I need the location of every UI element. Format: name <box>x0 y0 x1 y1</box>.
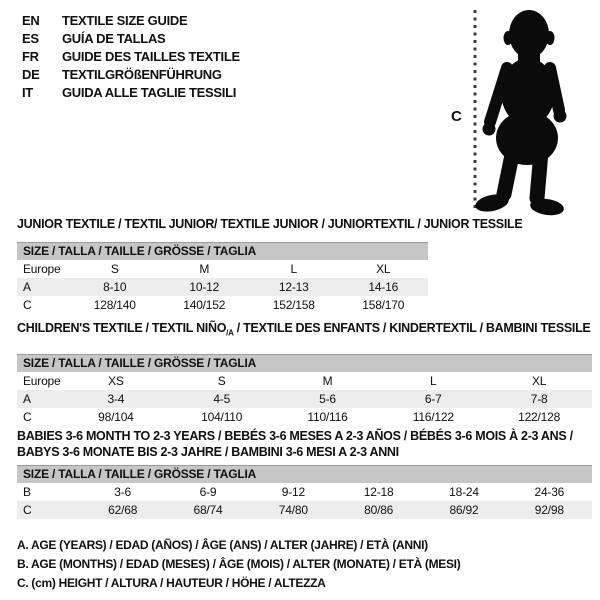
language-title: GUIDA ALLE TAGLIE TESSILI <box>62 85 237 100</box>
size-header-bar: SIZE / TALLA / TAILLE / GRÖSSE / TAGLIA <box>17 242 428 260</box>
table-cell: XL <box>531 373 547 388</box>
section-childrens-textile <box>17 320 592 426</box>
table-cell: M <box>322 373 333 388</box>
table-cell: XS <box>108 373 124 388</box>
title-text: CHILDREN'S TEXTILE / TEXTIL NIÑO <box>17 321 227 335</box>
table-cell: 86/92 <box>421 501 506 519</box>
row-label: A <box>17 390 63 408</box>
table-cell: L <box>430 373 437 388</box>
table-row <box>17 501 592 519</box>
junior-size-table <box>17 260 428 314</box>
table-cell: 140/152 <box>183 298 226 312</box>
row-label: B <box>23 485 31 499</box>
table-cell: 4-5 <box>169 390 275 408</box>
table-cell: 6-7 <box>380 390 486 408</box>
table-cell: 128/140 <box>93 298 136 312</box>
row-label: Europe <box>23 373 61 388</box>
language-row-it <box>22 84 240 102</box>
table-cell: 14-16 <box>339 278 429 296</box>
table-cell: S <box>217 373 226 388</box>
table-cell: 98/104 <box>98 409 134 424</box>
table-row <box>17 483 592 501</box>
footnotes <box>17 536 460 593</box>
table-cell: 152/158 <box>272 298 315 312</box>
language-list <box>22 12 240 102</box>
children-size-table <box>17 372 592 426</box>
table-cell: 158/170 <box>362 298 405 312</box>
language-code: DE <box>22 67 40 82</box>
table-row <box>17 260 428 278</box>
table-cell: M <box>199 262 210 276</box>
language-row-es <box>22 30 240 48</box>
language-code: EN <box>22 13 40 28</box>
table-row <box>17 390 592 408</box>
table-cell: 3-4 <box>63 390 169 408</box>
row-label: A <box>17 278 70 296</box>
table-cell: 110/116 <box>307 409 348 424</box>
section-title-babies-line1: BABIES 3-6 MONTH TO 2-3 YEARS / BEBÉS 3-6 MESES A 2-3 AÑOS / BÉBÉS 3-6 MOIS À 2-3 ANS / <box>17 429 573 443</box>
table-cell: 116/122 <box>412 409 454 424</box>
table-cell: 12-13 <box>249 278 339 296</box>
table-cell: 9-12 <box>281 485 305 499</box>
language-code: ES <box>22 31 39 46</box>
size-header-bar: SIZE / TALLA / TAILLE / GRÖSSE / TAGLIA <box>17 354 592 372</box>
table-cell: 122/128 <box>518 409 561 424</box>
table-cell: 74/80 <box>251 501 336 519</box>
table-cell: 92/98 <box>507 501 592 519</box>
table-cell: 10-12 <box>160 278 250 296</box>
table-cell: 6-9 <box>199 485 217 499</box>
section-junior-textile <box>17 216 523 314</box>
height-measure-label: C <box>451 108 462 125</box>
table-row <box>17 408 592 426</box>
child-silhouette-icon <box>474 10 567 217</box>
language-code: IT <box>22 85 33 100</box>
language-title: GUIDE DES TAILLES TEXTILE <box>62 49 240 64</box>
table-cell: XL <box>376 262 391 276</box>
table-cell: L <box>290 262 297 276</box>
section-babies-textile <box>17 428 592 519</box>
footnote-a: A. AGE (YEARS) / EDAD (AÑOS) / ÂGE (ANS) / ALTER (JAHRE) / ETÀ (ANNI) <box>17 538 428 552</box>
language-title: GUÍA DE TALLAS <box>62 31 166 46</box>
language-code: FR <box>22 49 39 64</box>
table-cell: 18-24 <box>449 485 479 499</box>
table-cell: 80/86 <box>336 501 421 519</box>
table-cell: 8-10 <box>70 278 160 296</box>
language-row-en <box>22 12 240 30</box>
row-label: C <box>23 409 32 424</box>
row-label: C <box>23 298 32 312</box>
title-subscript: /A <box>226 328 234 338</box>
child-height-figure <box>430 0 600 225</box>
table-cell: 68/74 <box>165 501 250 519</box>
language-title: TEXTILE SIZE GUIDE <box>62 13 188 28</box>
row-label: Europe <box>23 262 61 276</box>
section-title-children <box>17 320 592 342</box>
footnote-b: B. AGE (MONTHS) / EDAD (MESES) / ÂGE (MOIS) / ALTER (MONATE) / ETÀ (MESI) <box>17 557 461 571</box>
footnote-c: C. (cm) HEIGHT / ALTURA / HAUTEUR / HÖHE / ALTEZZA <box>17 576 326 590</box>
section-title-junior: JUNIOR TEXTILE / TEXTIL JUNIOR/ TEXTILE JUNIOR / JUNIORTEXTIL / JUNIOR TESSILE <box>17 217 523 231</box>
size-header-bar: SIZE / TALLA / TAILLE / GRÖSSE / TAGLIA <box>17 465 592 483</box>
table-row <box>17 296 428 314</box>
table-cell: 12-18 <box>363 485 394 499</box>
language-row-fr <box>22 48 240 66</box>
table-cell: 104/110 <box>201 409 243 424</box>
table-cell: 3-6 <box>114 485 132 499</box>
table-row <box>17 278 428 296</box>
title-text: / TEXTILE DES ENFANTS / KINDERTEXTIL / BAMBINI TESSILE <box>233 321 591 335</box>
table-cell: 7-8 <box>486 390 592 408</box>
row-label: C <box>17 501 80 519</box>
table-cell: S <box>110 262 119 276</box>
section-title-babies-line2: BABYS 3-6 MONATE BIS 2-3 JAHRE / BAMBINI 3-6 MESI A 2-3 ANNI <box>17 445 399 459</box>
table-cell: 5-6 <box>275 390 381 408</box>
language-title: TEXTILGRÖßENFÜHRUNG <box>62 67 222 82</box>
table-cell: 24-36 <box>534 485 565 499</box>
table-row <box>17 372 592 390</box>
babies-size-table <box>17 483 592 519</box>
language-row-de <box>22 66 240 84</box>
table-cell: 62/68 <box>80 501 165 519</box>
